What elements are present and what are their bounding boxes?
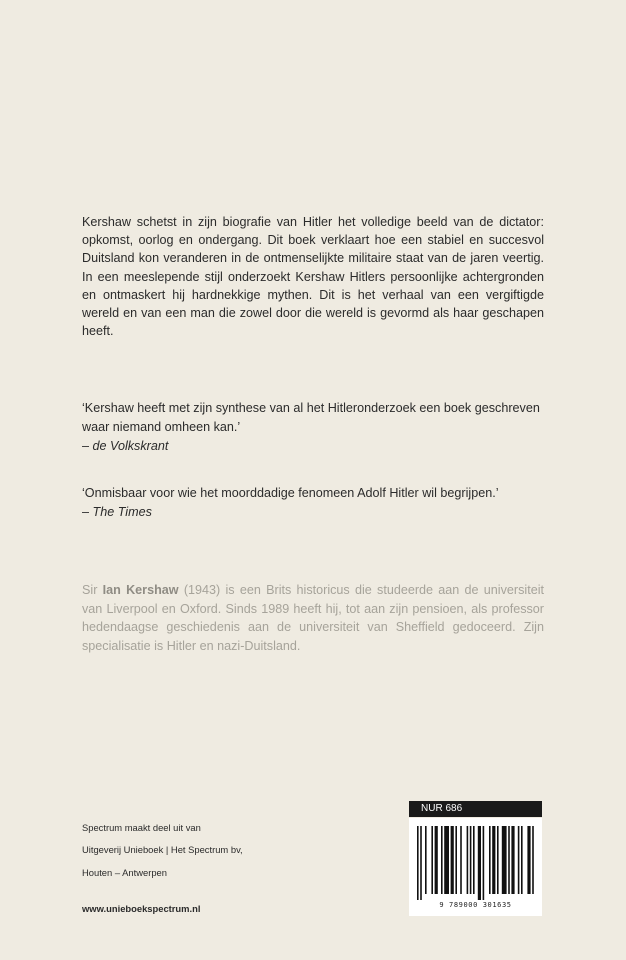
quote-dash: – (82, 438, 93, 453)
blurb-text: Kershaw schetst in zijn biografie van Hitler het volledige beeld van de dictator: opkomst, oorlog en ondergang. Dit boek verklaart hoe een stabiel en succesvol Duitsland kon veranderen in de ontmenselijkte militaire staat van de jaren veertig. In een meeslepende stijl onderzoekt Kershaw Hitlers persoonlijke achtergronden en ontmaskert hij hardnekkige mythen. Dit is het verhaal van een vergiftigde wereld en van een man die zowel door die wereld is gevormd als haar geschapen heeft. (82, 215, 544, 339)
publisher-line-1: Spectrum maakt deel uit van (82, 822, 201, 833)
publisher-line-3: Houten – Antwerpen (82, 866, 167, 878)
bio-prefix: Sir (82, 583, 103, 597)
quote-source: de Volkskrant (92, 438, 169, 453)
review-quote-volkskrant (82, 399, 544, 455)
author-bio (82, 581, 544, 655)
quote-source-line (82, 503, 544, 522)
bio-text: (1943) is een Brits historicus die studeerde aan de universiteit van Liverpool en Oxford. Sinds 1989 heeft hij, tot aan zijn pensioen, als professor hedendaagse geschiedenis aan de universiteit van Sheffield gedoceerd. Zijn specialisatie is Hitler en nazi-Duitsland. (82, 583, 544, 653)
review-quote-times (82, 484, 544, 522)
isbn-digits: 9 789000 301635 (439, 901, 512, 909)
author-name: Ian Kershaw (102, 583, 179, 597)
quote-text: ‘Onmisbaar voor wie het moorddadige fenomeen Adolf Hitler wil begrijpen.’ (82, 486, 499, 500)
quote-dash: – (82, 504, 93, 519)
publisher-info (82, 817, 243, 884)
publisher-website: www.unieboekspectrum.nl (82, 903, 201, 914)
nur-code-label: NUR 686 (409, 801, 542, 817)
bio-paragraph (82, 581, 544, 655)
quote-source: The Times (92, 504, 152, 519)
back-cover-blurb (82, 213, 544, 340)
isbn-barcode (409, 818, 542, 916)
quote-source-line (82, 437, 544, 456)
publisher-line-2: Uitgeverij Unieboek | Het Spectrum bv, (82, 844, 243, 856)
quote-text: ‘Kershaw heeft met zijn synthese van al het Hitleronderzoek een boek geschreven waar niemand omheen kan.’ (82, 401, 540, 434)
barcode-icon (417, 826, 534, 900)
